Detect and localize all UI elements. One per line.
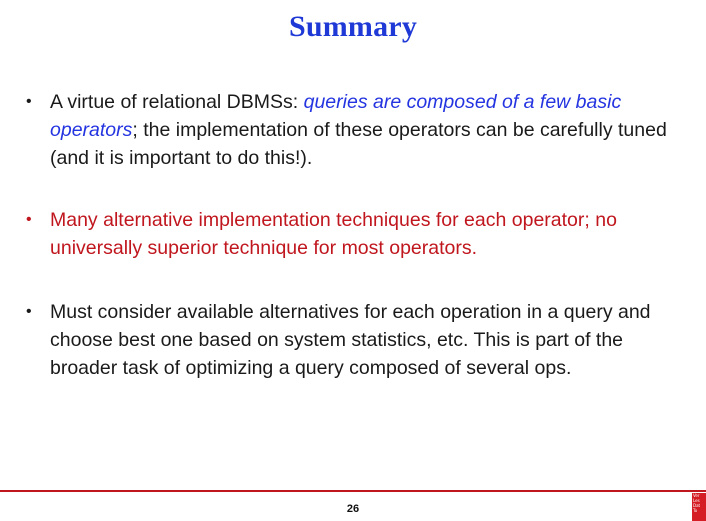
bullet-item (26, 88, 686, 172)
bullet-text (50, 88, 686, 172)
footer-rule (0, 490, 706, 492)
bullet-text: Many alternative implementation techniques for each operator; no universally superior technique for most operators. (50, 209, 617, 259)
logo-text-line: Ver (693, 493, 700, 498)
bullet-text: Must consider available alternatives for each operation in a query and choose best one based on system statistics, etc. This is part of the broader task of optimizing a query composed of several ops. (50, 301, 651, 379)
logo-text-line: To (693, 508, 698, 513)
bullet-text-emphasis: queries are composed of a few basic operators (50, 91, 622, 141)
bullet-dot: • (26, 211, 32, 228)
bullet-dot: • (26, 93, 32, 110)
logo-text-line: Dat (693, 503, 701, 508)
bullet-text-post: ; the implementation of these operators can be carefully tuned (and it is important to do this!). (50, 119, 667, 169)
slide-title: Summary (288, 10, 418, 43)
bullet-item (26, 298, 686, 382)
bullet-item (26, 206, 686, 262)
logo-text-line: Les (693, 498, 700, 503)
bullet-dot: • (26, 303, 32, 320)
bullet-text-pre: A virtue of relational DBMSs: (50, 91, 304, 113)
page-number: 26 (346, 503, 360, 515)
corner-logo (692, 493, 706, 521)
